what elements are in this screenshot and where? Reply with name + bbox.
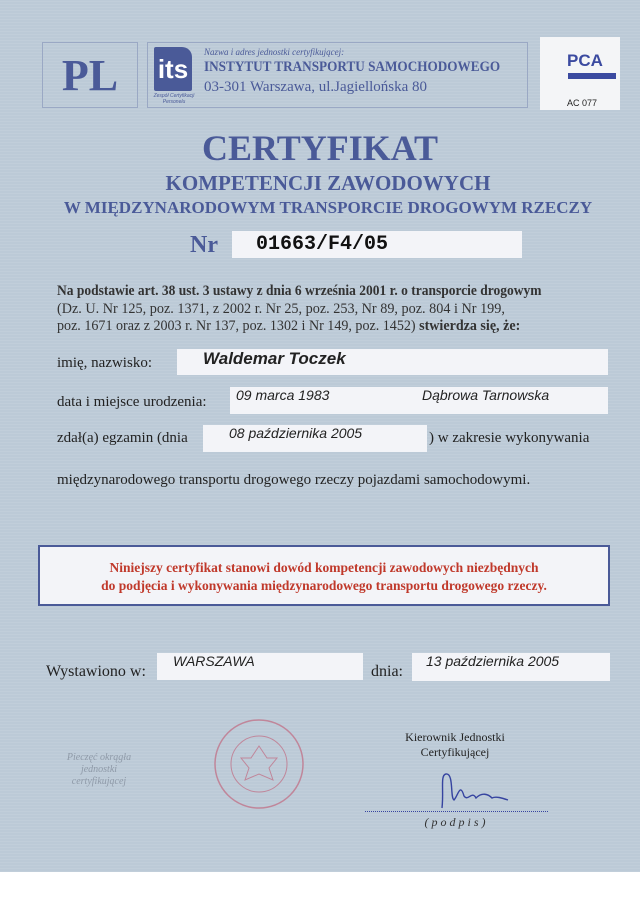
legal-basis-bold: Na podstawie art. 38 ust. 3 ustawy z dnia 6 września 2001 r. o transporcie drogowym — [57, 283, 542, 299]
certificate-scope-title: W MIĘDZYNARODOWYM TRANSPORCIE DROGOWYM RZECZY — [63, 198, 593, 217]
institute-name: INSTYTUT TRANSPORTU SAMOCHODOWEGO — [204, 59, 501, 75]
issue-place-label: Wystawiono w: — [46, 663, 146, 680]
legal-ref-line-2 — [57, 318, 600, 336]
name-field: Waldemar Toczek — [177, 349, 608, 375]
notice-line-2: do podjęcia i wykonywania międzynarodowego transportu drogowego rzeczy. — [101, 578, 547, 593]
notice-box — [38, 545, 610, 606]
stamp-hint-1: Pieczęć okrągła — [66, 752, 132, 763]
exam-scope: międzynarodowego transportu drogowego rzeczy pojazdami samochodowymi. — [57, 472, 531, 488]
exam-label: zdał(a) egzamin (dnia — [57, 430, 188, 446]
issue-date-label: dnia: — [371, 663, 403, 680]
legal-ref-1: (Dz. U. Nr 125, poz. 1371, z 2002 r. Nr 25, poz. 253, Nr 89, poz. 804 i Nr 199, — [57, 300, 505, 317]
exam-scope-intro: ) w zakresie wykonywania — [429, 430, 590, 446]
signature-icon — [432, 770, 522, 810]
birth-label: data i miejsce urodzenia: — [57, 394, 207, 410]
notice-line-1: Niniejszy certyfikat stanowi dowód kompetencji zawodowych niezbędnych — [109, 560, 539, 575]
its-logo: its — [154, 47, 192, 91]
head-title — [380, 730, 530, 760]
legal-ref-2: poz. 1671 oraz z 2003 r. Nr 137, poz. 1302 i Nr 149, poz. 1452) — [57, 318, 416, 334]
pca-text: PCA — [567, 51, 603, 70]
certificate-title: CERTYFIKAT — [201, 128, 439, 168]
institute-address: 03-301 Warszawa, ul.Jagiellońska 80 — [204, 79, 428, 95]
birth-date: 09 marca 1983 — [236, 387, 330, 403]
stamp-hint-3: certyfikującej — [71, 776, 127, 787]
pca-bar — [568, 73, 616, 79]
birth-field — [230, 387, 608, 414]
official-stamp-icon — [213, 718, 305, 810]
name-label: imię, nazwisko: — [57, 355, 152, 371]
birth-place: Dąbrowa Tarnowska — [422, 387, 550, 403]
head-title-2: Certyfikującej — [420, 745, 490, 759]
logo-caption: Zespół Certyfikacji Personelu — [153, 93, 195, 105]
exam-date-field: 08 października 2005 — [203, 425, 427, 452]
institute-box — [147, 42, 528, 108]
stamp-hint — [55, 752, 143, 788]
unit-caption: Nazwa i adres jednostki certyfikującej: — [204, 47, 345, 57]
accreditation-number: AC 077 — [567, 98, 598, 108]
nr-label: Nr — [190, 232, 218, 258]
certificate-number: 01663/F4/05 — [232, 231, 522, 258]
certificate-subtitle: KOMPETENCJI ZAWODOWYCH — [165, 171, 491, 195]
head-title-1: Kierownik Jednostki — [405, 730, 505, 744]
signature-label: (podpis) — [424, 815, 489, 829]
country-code: PL — [42, 42, 138, 108]
legal-end: stwierdza się, że: — [419, 318, 521, 334]
stamp-hint-2: jednostki — [80, 764, 118, 775]
legal-basis — [57, 283, 617, 336]
pca-logo — [540, 37, 620, 110]
issue-date-field: 13 października 2005 — [412, 653, 610, 681]
signature-line — [365, 811, 548, 812]
issue-place-field: WARSZAWA — [157, 653, 363, 680]
